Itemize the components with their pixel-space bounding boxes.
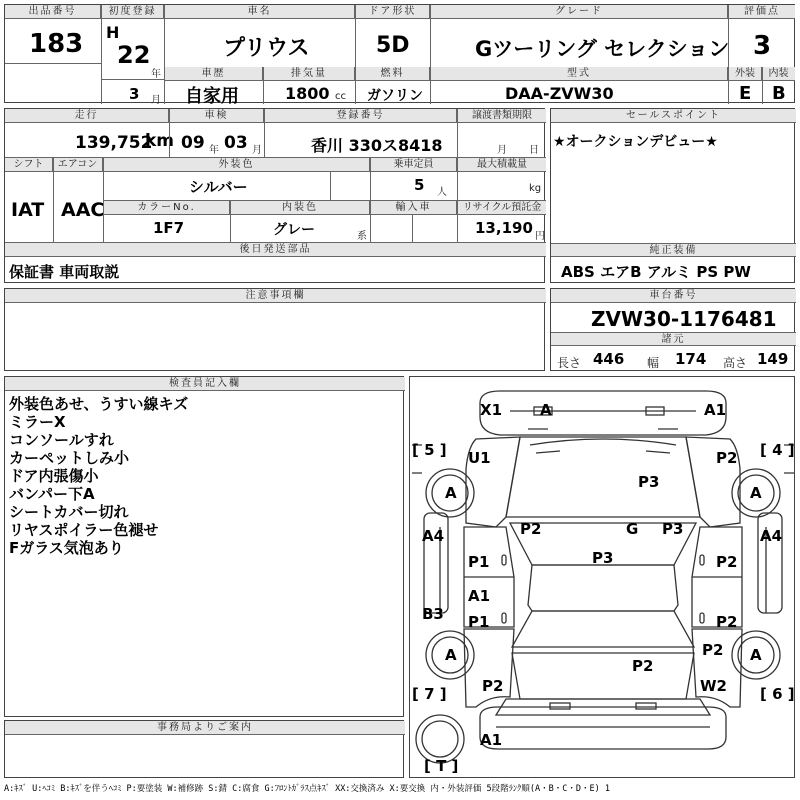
recycle-unit: 円 [535, 231, 545, 242]
first-reg-month: 3 [129, 85, 140, 103]
transfer-label: 譲渡書類期限 [458, 109, 546, 123]
history-label: 車歴 [165, 67, 263, 81]
plate-label: 登録番号 [265, 109, 457, 123]
fuel-value: ガソリン [367, 88, 423, 104]
disp-unit: cc [335, 91, 346, 102]
width-label: 幅 [647, 356, 660, 370]
int-value: B [772, 83, 786, 104]
caution-block [4, 288, 545, 371]
code-p2-pillar-l: P2 [520, 520, 542, 538]
year-unit: 年 [151, 69, 161, 80]
code-b3: B3 [422, 605, 444, 623]
code-p2-fr: P2 [716, 449, 738, 467]
code-p1-l1: P1 [468, 553, 490, 571]
door-label: ドア形状 [356, 5, 430, 19]
chassis-label: 車台番号 [551, 289, 796, 303]
note-line: ミラーX [9, 413, 66, 431]
recycle-label: リサイクル預託金 [458, 201, 546, 215]
code-p3-hood: P3 [638, 473, 660, 491]
transfer-month-unit: 月 [497, 145, 507, 156]
ext-label: 外装 [729, 67, 762, 81]
code-p1-l2: P1 [468, 613, 490, 631]
code-u1: U1 [468, 449, 491, 467]
int-color-label: 内装色 [231, 201, 370, 215]
note-line: シートカバー切れ [9, 503, 129, 521]
code-tire-fr: A [750, 484, 762, 502]
sales-value: ★オークションデビュー★ [553, 134, 718, 150]
code-p2-rear-r: P2 [702, 641, 724, 659]
note-line: コンソールすれ [9, 431, 114, 449]
name-label: 車名 [165, 5, 355, 19]
car-outline [410, 377, 796, 779]
code-a-front: A [540, 401, 552, 419]
width-value: 174 [675, 350, 707, 368]
mileage-unit: km [145, 131, 175, 151]
mileage-label: 走行 [5, 109, 169, 123]
int-color-value: グレー [273, 222, 315, 238]
insp-year-unit: 年 [209, 145, 219, 156]
code-a1-bottom: A1 [480, 731, 503, 749]
import-label: 輸入車 [371, 201, 457, 215]
name-value: プリウス [223, 36, 310, 61]
code-tire-rr: A [750, 646, 762, 664]
color-no-label: カラーNo. [104, 201, 230, 215]
model-label: 型式 [431, 67, 728, 81]
score-value: 3 [753, 31, 772, 61]
first-reg-label: 初度登録 [102, 5, 164, 19]
mileage-value: 139,752 [75, 133, 153, 153]
equip-value: ABS エアB アルミ PS PW [561, 263, 751, 281]
height-value: 149 [757, 350, 789, 368]
code-p2-trunk: P2 [632, 657, 654, 675]
inspection-year: 09 [181, 133, 205, 153]
score-label: 評価点 [729, 5, 795, 19]
disp-label: 排気量 [264, 67, 355, 81]
capacity-value: 5 [414, 176, 425, 194]
history-value: 自家用 [185, 86, 239, 107]
grade-value: Gツーリング セレクション [475, 37, 730, 61]
int-color-unit: 系 [357, 231, 367, 242]
inspector-label: 検査員記入欄 [5, 377, 405, 391]
code-p2-r1: P2 [716, 553, 738, 571]
equip-label: 純正装備 [551, 243, 796, 257]
code-n5: [ 5 ] [412, 441, 447, 459]
model-value: DAA-ZVW30 [505, 84, 614, 103]
sales-block [550, 108, 795, 283]
header-block [4, 4, 795, 107]
code-a4-l: A4 [422, 527, 445, 545]
details-block [4, 108, 545, 283]
fuel-label: 燃料 [356, 67, 430, 81]
code-p2-rl: P2 [482, 677, 504, 695]
code-a1-tr: A1 [704, 401, 727, 419]
grade-label: グレード [431, 5, 728, 19]
office-block [4, 720, 404, 778]
plate-value: 香川 330ス8418 [311, 136, 443, 155]
note-line: リヤスポイラー色褪せ [9, 521, 159, 539]
load-unit: kg [529, 183, 542, 194]
note-line: カーペットしみ小 [9, 449, 130, 467]
code-nT: [ T ] [424, 757, 459, 775]
spec-label: 諸元 [551, 332, 796, 346]
length-label: 長さ [557, 356, 582, 370]
code-p2-r2: P2 [716, 613, 738, 631]
capacity-label: 乗車定員 [371, 158, 457, 172]
ext-value: E [739, 83, 752, 104]
chassis-block [550, 288, 795, 371]
int-label: 内装 [762, 67, 795, 81]
lot-value: 183 [29, 29, 84, 59]
code-n6: [ 6 ] [760, 685, 795, 703]
note-line: ドア内張傷小 [9, 467, 99, 485]
transfer-day-unit: 日 [529, 145, 539, 156]
inspection-month: 03 [224, 133, 248, 153]
code-a4-r: A4 [760, 527, 783, 545]
later-value: 保証書 車両取説 [9, 263, 120, 281]
capacity-unit: 人 [437, 187, 447, 198]
note-line: バンパー下A [9, 485, 95, 503]
load-label: 最大積載量 [458, 158, 546, 172]
code-tire-fl: A [445, 484, 457, 502]
shift-value: IAT [11, 199, 45, 221]
first-reg-year: 22 [117, 41, 151, 69]
note-line: Fガラス気泡あり [9, 539, 124, 557]
code-p3-pillar-r: P3 [662, 520, 684, 538]
disp-value: 1800 [285, 84, 330, 103]
ac-value: AAC [61, 199, 105, 221]
code-tire-rl: A [445, 646, 457, 664]
chassis-value: ZVW30-1176481 [591, 307, 777, 331]
damage-diagram [409, 376, 795, 778]
ext-color-value: シルバー [189, 178, 248, 196]
damage-code-legend: A:ｷｽﾞ U:ﾍｺﾐ B:ｷｽﾞを伴うﾍｺﾐ P:要塗装 W:補修跡 S:錆 C:腐食 G:ﾌﾛﾝﾄｶﾞﾗｽ点ｷｽﾞ XX:交換済み X:要交換 内・外装評価 5段階ﾗﾝｸ順(A・B・C・D・E) 1 [4, 784, 610, 794]
office-label: 事務局よりご案内 [5, 721, 405, 735]
height-label: 高さ [723, 356, 748, 370]
inspection-label: 車検 [170, 109, 264, 123]
door-value: 5D [376, 33, 410, 58]
code-g: G [626, 520, 639, 538]
code-x1: X1 [480, 401, 503, 419]
ac-label: エアコン [53, 158, 103, 172]
insp-month-unit: 月 [252, 145, 262, 156]
sales-label: セールスポイント [551, 109, 796, 123]
inspector-block [4, 376, 404, 717]
length-value: 446 [593, 350, 625, 368]
lot-label: 出品番号 [5, 5, 101, 19]
code-a1-l: A1 [468, 587, 491, 605]
code-n4: [ 4 ] [760, 441, 795, 459]
later-label: 後日発送部品 [5, 243, 546, 257]
month-unit: 月 [151, 95, 161, 106]
code-w2: W2 [700, 677, 727, 695]
era: H [106, 23, 120, 42]
color-no-value: 1F7 [153, 219, 185, 237]
caution-label: 注意事項欄 [5, 289, 546, 303]
code-p3-roof: P3 [592, 549, 614, 567]
code-n7: [ 7 ] [412, 685, 447, 703]
ext-color-label: 外装色 [104, 158, 370, 172]
shift-label: シフト [5, 158, 53, 172]
note-line: 外装色あせ、うすい線キズ [9, 395, 189, 413]
inspector-notes [9, 395, 188, 557]
recycle-value: 13,190 [475, 219, 533, 237]
